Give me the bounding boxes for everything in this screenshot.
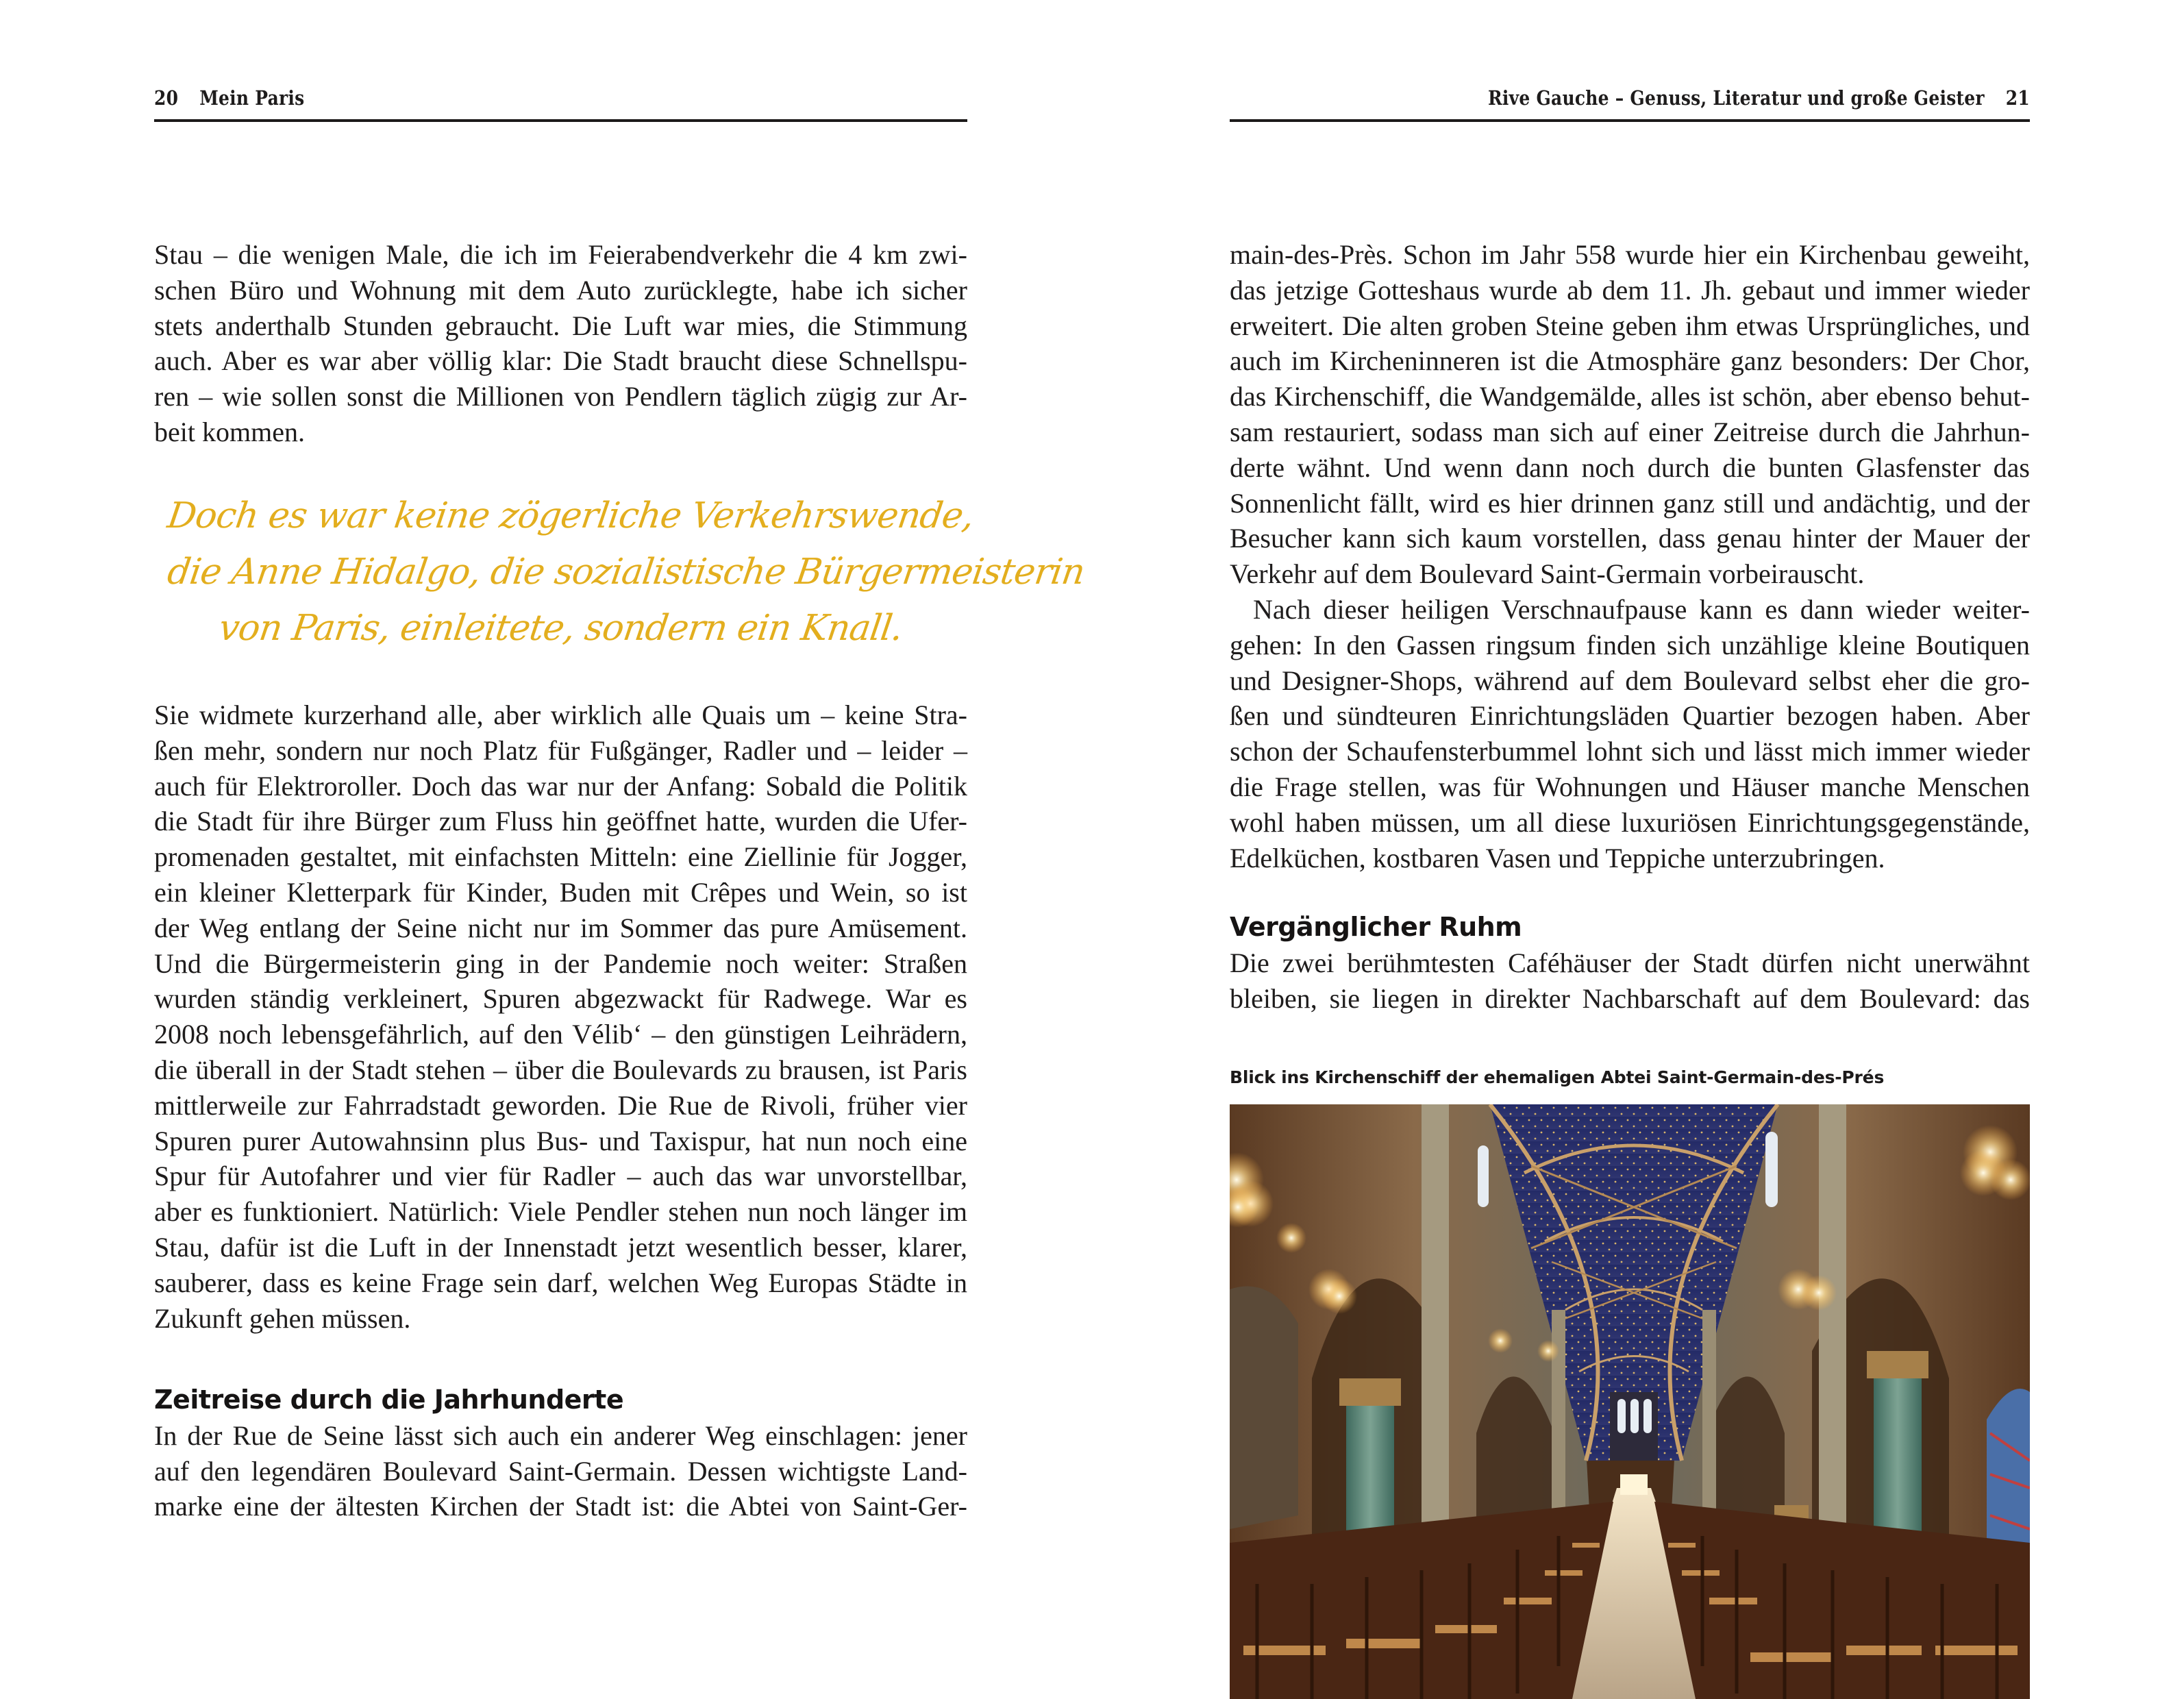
text-line: die Stadt für ihre Bürger zum Fluss hin geöffnet hatte, wurden die Ufer-: [154, 806, 967, 837]
text-line: Nach dieser heiligen Verschnaufpause kann es dann wieder weiter-: [1253, 593, 2030, 625]
text-line: Besucher kann sich kaum vorstellen, dass genau hinter der Mauer der: [1230, 523, 2030, 554]
text-line: Spur für Autofahrer und vier für Radler – auch das war unvorstellbar,: [154, 1161, 967, 1192]
header-rule: [1230, 119, 2030, 122]
page-number: 21: [2005, 86, 2030, 110]
text-line: auch für Elektroroller. Doch das war nur der Anfang: Sobald die Politik: [154, 770, 967, 802]
text-line: sauberer, dass es keine Frage sein darf, welchen Weg Europas Städte in: [154, 1267, 967, 1298]
text-line: wohl haben müssen, um all diese luxuriösen Einrichtungsgegenstände,: [1230, 806, 2030, 838]
text-line: und Designer-Shops, während auf dem Boulevard selbst eher die gro-: [1230, 665, 2030, 696]
text-line: marke eine der ältesten Kirchen der Stadt ist: die Abtei von Saint-Ger-: [154, 1491, 967, 1522]
pull-quote-line: von Paris, einleitete, sondern ein Knall.: [216, 608, 906, 649]
text-line: ßen und sündteuren Einrichtungsläden Quartier bezogen haben. Aber: [1230, 700, 2030, 732]
text-line: In der Rue de Seine lässt sich auch ein anderer Weg einschlagen: jener: [154, 1419, 967, 1451]
text-line: das jetzige Gotteshaus wurde ab dem 11. Jh. gebaut und immer wieder: [1230, 274, 2030, 306]
text-line: stets anderthalb Stunden gebraucht. Die Luft war mies, die Stimmung: [154, 310, 967, 341]
pull-quote-line: die Anne Hidalgo, die sozialistische Bürgermeisterin: [164, 551, 1087, 593]
text-line: Sie widmete kurzerhand alle, aber wirklich alle Quais um – keine Stra-: [154, 699, 967, 730]
text-line: Edelküchen, kostbaren Vasen und Teppiche unterzubringen.: [1230, 842, 1885, 873]
text-line: gehen: In den Gassen ringsum finden sich unzählige kleine Boutiquen: [1230, 629, 2030, 660]
text-line: auch im Kircheninneren ist die Atmosphäre ganz besonders: Der Chor,: [1230, 345, 2030, 377]
text-line: beit kommen.: [154, 416, 305, 447]
text-line: Und die Bürgermeisterin ging in der Pandemie noch weiter: Straßen: [154, 947, 967, 979]
text-line: Verkehr auf dem Boulevard Saint-Germain vorbeirauscht.: [1230, 558, 1865, 590]
text-line: Stau, dafür ist die Luft in der Innenstadt jetzt wesentlich besser, klarer,: [154, 1231, 967, 1263]
section-heading: Zeitreise durch die Jahrhunderte: [154, 1385, 624, 1415]
running-head-title: Rive Gauche – Genuss, Literatur und große Geister: [1487, 86, 1985, 110]
text-line: wurden ständig verkleinert, Spuren abgezwackt für Radwege. War es: [154, 983, 967, 1015]
church-nave-photo: [1230, 1104, 2030, 1699]
pull-quote-line: Doch es war keine zögerliche Verkehrswende,: [164, 495, 976, 536]
text-line: die Frage stellen, was für Wohnungen und Häuser manche Menschen: [1230, 771, 2030, 802]
section: [1230, 910, 2030, 1016]
section-heading: Vergänglicher Ruhm: [1230, 912, 1522, 942]
photo-caption: Blick ins Kirchenschiff der ehemaligen Abtei Saint-Germain-des-Prés: [1230, 1067, 1885, 1087]
paragraph: [1230, 237, 2030, 876]
section: [154, 1382, 967, 1524]
paragraph: [1230, 945, 2030, 1017]
paragraph: [154, 1418, 967, 1524]
text-line: main-des-Près. Schon im Jahr 558 wurde hier ein Kirchenbau geweiht,: [1230, 239, 2030, 270]
text-line: auf den legendären Boulevard Saint-Germain. Dessen wichtigste Land-: [154, 1455, 967, 1487]
text-line: derte wähnt. Und wenn dann noch durch die bunten Glasfenster das: [1230, 451, 2030, 483]
text-line: ßen mehr, sondern nur noch Platz für Fußgänger, Radler und – leider –: [154, 734, 967, 766]
text-line: das Kirchenschiff, die Wandgemälde, alles ist schön, aber ebenso behut-: [1230, 381, 2030, 412]
running-head-title: Mein Paris: [199, 86, 305, 110]
text-line: schon der Schaufensterbummel lohnt sich und lässt mich immer wieder: [1230, 736, 2030, 767]
text-line: ein kleiner Kletterpark für Kinder, Buden mit Crêpes und Wein, so ist: [154, 876, 967, 908]
header-rule: [154, 119, 967, 122]
running-head-left: [154, 86, 854, 111]
text-line: mittlerweile zur Fahrradstadt geworden. Die Rue de Rivoli, früher vier: [154, 1089, 967, 1121]
text-line: 2008 noch lebensgefährlich, auf den Vélib‘ – den günstigen Leihrädern,: [154, 1019, 967, 1050]
text-line: Die zwei berühmtesten Caféhäuser der Stadt dürfen nicht unerwähnt: [1230, 947, 2030, 978]
text-line: sam restauriert, sodass man sich auf einer Zeitreise durch die Jahrhun-: [1230, 416, 2030, 447]
paragraph: [154, 697, 967, 1336]
running-head-right: [1342, 86, 2030, 111]
text-line: Stau – die wenigen Male, die ich im Feierabendverkehr die 4 km zwi-: [154, 239, 967, 270]
text-line: auch. Aber es war aber völlig klar: Die Stadt braucht diese Schnellspu-: [154, 345, 967, 377]
text-line: Zukunft gehen müssen.: [154, 1302, 411, 1334]
text-line: Sonnenlicht fällt, wird es hier drinnen ganz still und andächtig, und der: [1230, 487, 2030, 519]
text-line: promenaden gestaltet, mit einfachsten Mitteln: eine Ziellinie für Jogger,: [154, 841, 967, 873]
pull-quote: [164, 488, 1087, 656]
text-line: Spuren purer Autowahnsinn plus Bus- und Taxispur, hat nun noch eine: [154, 1125, 967, 1156]
text-line: der Weg entlang der Seine nicht nur im Sommer das pure Amüsement.: [154, 912, 967, 943]
paragraph: [154, 237, 967, 450]
text-line: ren – wie sollen sonst die Millionen von Pendlern täglich zügig zur Ar-: [154, 381, 967, 412]
text-line: schen Büro und Wohnung mit dem Auto zurücklegte, habe ich sicher: [154, 274, 967, 306]
text-line: bleiben, sie liegen in direkter Nachbarschaft auf dem Boulevard: das: [1230, 982, 2030, 1014]
right-page: [1230, 0, 2030, 1699]
page-number: 20: [154, 86, 179, 110]
text-line: die überall in der Stadt stehen – über die Boulevards zu brausen, ist Paris: [154, 1054, 967, 1085]
text-line: aber es funktioniert. Natürlich: Viele Pendler stehen nun noch länger im: [154, 1196, 967, 1228]
church-nave-illustration: [1230, 1104, 2030, 1699]
text-line: erweitert. Die alten groben Steine geben ihm etwas Ursprüngliches, und: [1230, 310, 2030, 341]
left-page: [154, 0, 1087, 1699]
